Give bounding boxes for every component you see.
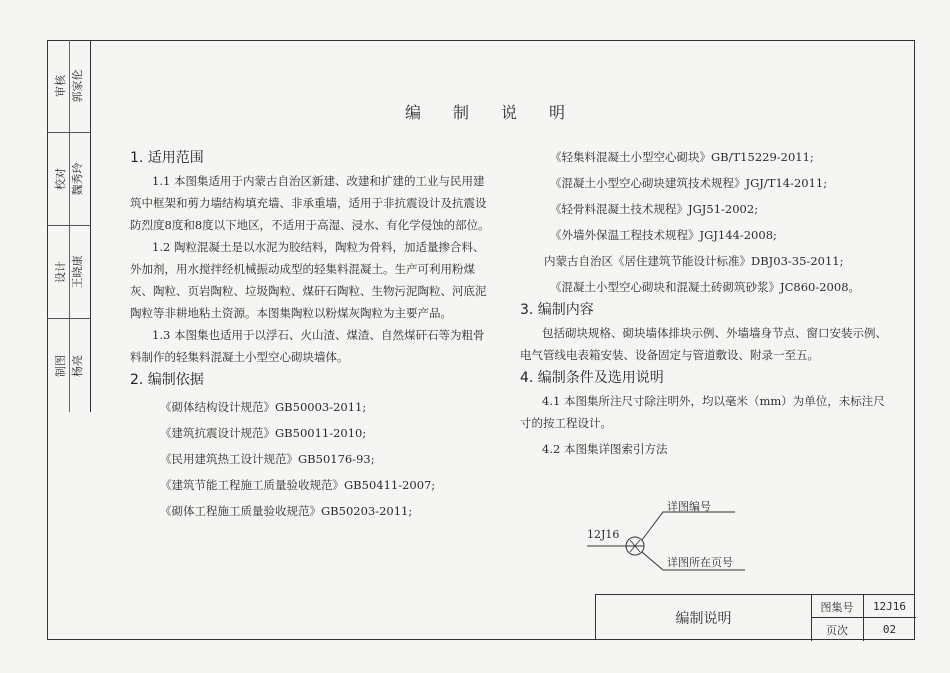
signoff-review: 审核 郭家伦 [47,40,91,133]
reference-item: 《轻集料混凝土小型空心砌块》GB/T15229-2011; [550,150,814,164]
section-2-heading: 2. 编制依据 [130,372,204,388]
title-block-atlas-row [811,595,916,618]
reference-item: 《轻骨料混凝土技术规程》JGJ51-2002; [550,202,759,216]
reference-item: 《建筑节能工程施工质量验收规范》GB50411-2007; [160,478,436,492]
section-3-body: 包括砌块规格、砌块墙体排块示例、外墙墙身节点、窗口安装示例、电气管线电表箱安装、设备固定与管道敷设、附录一至五。 [520,326,887,362]
title-block [595,594,915,640]
reference-item: 《混凝土小型空心砌块建筑技术规程》JGJ/T14-2011; [550,176,828,190]
atlas-label: 图集号 [811,595,864,618]
signoff-design: 设计 王晓康 [47,226,91,319]
section-1-heading: 1. 适用范围 [130,150,204,166]
page-label: 页次 [811,618,864,641]
section-4-1: 4.1 本图集所注尺寸除注明外，均以毫米（mm）为单位，未标注尺寸的按工程设计。 [520,394,885,430]
reference-item: 《民用建筑热工设计规范》GB50176-93; [160,452,375,466]
section-3-heading: 3. 编制内容 [520,302,594,318]
signoff-drafting: 制图 杨亮 [54,354,84,377]
reference-item: 《混凝土小型空心砌块和混凝土砖砌筑砂浆》JC860-2008。 [550,280,861,294]
atlas-value: 12J16 [872,600,907,613]
reference-item: 《砌体结构设计规范》GB50003-2011; [160,400,367,414]
section-1-2: 1.2 陶粒混凝土是以水泥为胶结料，陶粒为骨料，加适量掺合料、外加剂，用水搅拌经机械振动成型的轻集料混凝土。生产可利用粉煤灰、陶粒、页岩陶粒、垃圾陶粒、煤矸石陶粒、生物污泥陶粒、河底泥陶粒等非耕地粘土资源。本图集陶粒以粉煤灰陶粒为主要产品。 [130,240,487,320]
page-title: 编制说明 [405,103,598,122]
signoff-proofread: 校对 魏秀玲 [47,133,91,226]
index-top-label: 详图编号 [667,500,711,513]
section-4-2: 4.2 本图集详图索引方法 [542,442,668,456]
section-4-heading: 4. 编制条件及选用说明 [520,370,664,386]
index-code: 12J16 [587,528,620,541]
left-column [130,146,492,522]
signoff-strip [47,40,91,412]
title-block-page-row [811,618,916,641]
section-1-1: 1.1 本图集适用于内蒙古自治区新建、改建和扩建的工业与民用建筑中框架和剪力墙结构填充墙、非承重墙，适用于非抗震设计及抗震设防烈度8度和8度以下地区，不适用于高湿、浸水、有化学侵蚀的部位。 [130,174,490,232]
reference-item: 《砌体工程施工质量验收规范》GB50203-2011; [160,504,413,518]
right-column [520,146,890,460]
section-1-3: 1.3 本图集也适用于以浮石、火山渣、煤渣、自然煤矸石等为粗骨料制作的轻集料混凝土小型空心砌块墙体。 [130,328,485,364]
title-block-name: 编制说明 [596,595,812,641]
page-value: 02 [882,623,897,636]
detail-index-diagram [585,498,775,578]
reference-item: 《建筑抗震设计规范》GB50011-2010; [160,426,367,440]
reference-item: 内蒙古自治区《居住建筑节能设计标准》DBJ03-35-2011; [544,254,844,268]
reference-item: 《外墙外保温工程技术规程》JGJ144-2008; [550,228,777,242]
index-bottom-label: 详图所在页号 [667,556,733,569]
